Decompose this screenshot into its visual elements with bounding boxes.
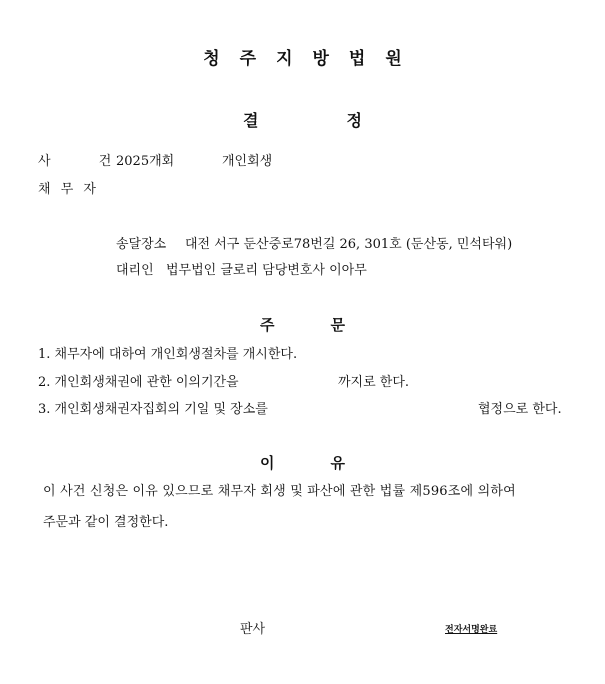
debtor-label: 채 무 자: [38, 182, 99, 197]
agent-value: 법무법인 글로리 담당변호사 이아무: [166, 263, 367, 278]
case-label: 사 건: [38, 154, 134, 169]
reason-line-1: 이 사건 신청은 이유 있으므로 채무자 회생 및 파산에 관한 법률 제596조에 의하여: [43, 484, 516, 499]
order-item-3-tail: 협정으로 한다.: [478, 402, 562, 417]
court-name: 청주지방법원: [203, 49, 422, 69]
judge-label: 판사: [240, 622, 266, 637]
order-heading: 주문: [260, 316, 401, 334]
case-number: 2025개회: [116, 154, 175, 169]
order-item-2-tail: 까지로 한다.: [338, 375, 410, 390]
order-item-3: 3. 개인회생채권자집회의 기일 및 장소를: [38, 402, 268, 417]
delivery-label: 송달장소: [116, 237, 167, 252]
delivery-address: 대전 서구 둔산중로78번길 26, 301호 (둔산동, 민석타워): [185, 237, 513, 252]
case-name: 개인회생: [222, 154, 273, 169]
order-item-1: 1. 채무자에 대하여 개인회생절차를 개시한다.: [38, 347, 298, 362]
electronic-signature: 전자서명완료: [445, 625, 498, 635]
agent-label: 대리인: [116, 263, 154, 278]
reason-heading: 이유: [260, 454, 401, 472]
document-title: 결정: [243, 111, 450, 130]
order-item-2: 2. 개인회생채권에 관한 이의기간을: [38, 375, 239, 390]
reason-line-2: 주문과 같이 결정한다.: [43, 515, 169, 530]
